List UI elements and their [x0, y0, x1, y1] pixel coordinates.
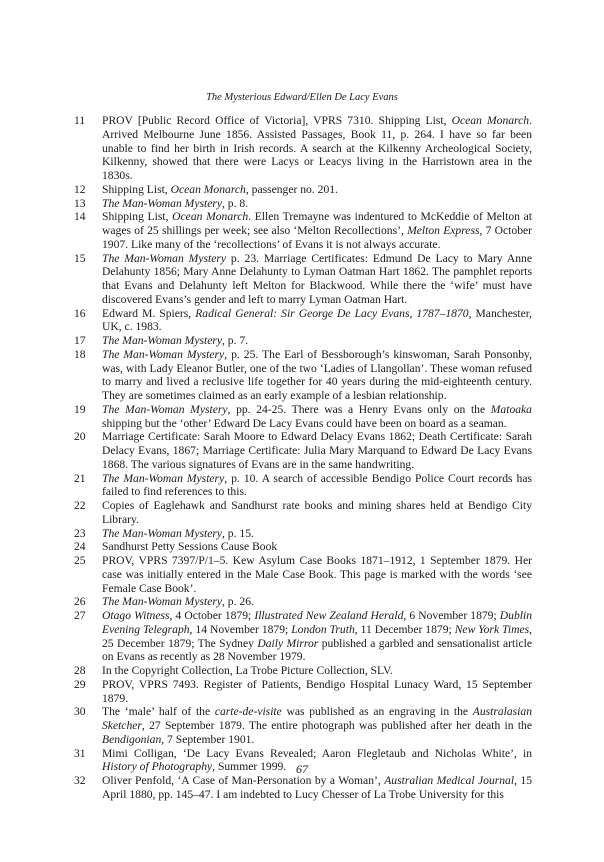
text-run: Marriage Certificate: Sarah Moore to Edward Delacy Evans 1862; Death Certificate: Sarah Delacy Evans, 1867; Marriage Certificate: Julia Mary Marquand to Edward De Lacy Evans 1868. The various signatures of Evans are in the same handwriting. [102, 430, 532, 471]
endnote-30 [70, 705, 532, 746]
endnote-22 [70, 499, 532, 527]
endnote-text [102, 403, 532, 431]
endnote-number: 32 [74, 774, 86, 787]
endnote-number: 29 [74, 677, 86, 691]
running-head: The Mysterious Edward/Ellen De Lacy Evans [206, 92, 398, 103]
italic-title: History of Photography [102, 760, 213, 774]
endnote-11 [70, 114, 532, 183]
endnote-15 [70, 252, 532, 307]
endnote-25 [70, 554, 532, 595]
endnote-number: 21 [74, 471, 86, 485]
italic-title: Daily Mirror [257, 636, 319, 650]
text-run: , Manchester, UK, c. 1983. [102, 306, 533, 334]
endnote-text [102, 210, 532, 251]
endnote-text [102, 609, 532, 664]
endnote-14 [70, 210, 532, 251]
italic-title: Bendigonian [102, 732, 162, 746]
endnote-17 [70, 334, 532, 348]
endnote-16 [70, 307, 532, 335]
italic-title: The Man-Woman Mystery [102, 595, 222, 609]
endnote-text [102, 678, 532, 706]
text-run: Copies of Eaglehawk and Sandhurst rate books and mining shares held at Bendigo City Library. [102, 499, 532, 526]
text-run: , 15 April 1880, pp. 145–47. I am indebted to Lucy Chesser of La Trobe University for this [102, 774, 533, 801]
italic-title: Ocean Monarch [451, 114, 530, 127]
text-run: Shipping List, [102, 182, 171, 196]
text-run: PROV, VPRS 7397/P/1–5. Kew Asylum Case Books 1871–1912, 1 September 1879. Her case was initially entered in the Male Case Book. This page is marked with the words ‘see Female Case Book’. [102, 554, 532, 595]
italic-title: carte-de-visite [214, 705, 282, 719]
italic-title: The Man-Woman Mystery [102, 334, 222, 347]
endnote-19 [70, 403, 532, 431]
endnote-number: 31 [74, 746, 86, 760]
italic-title: The Man-Woman Mystery [102, 251, 227, 265]
endnote-21 [70, 472, 532, 500]
text-run: , p. 15. [222, 526, 254, 540]
endnote-number: 20 [74, 430, 86, 444]
text-run: Mimi Colligan, ‘De Lacy Evans Revealed; Aaron Flegletaub and Nicholas White’, in [102, 746, 532, 760]
text-run: , Summer 1999. [212, 760, 287, 774]
text-run: Edward M. Spiers, [102, 306, 196, 320]
endnote-number: 17 [74, 334, 86, 347]
endnote-29 [70, 678, 532, 706]
italic-title: Australian Medical Journal [384, 774, 515, 787]
text-run: , 7 October 1907. Like many of the ‘recollections’ of Evans it is not always accurate. [102, 224, 533, 251]
endnote-text [102, 595, 532, 609]
text-run: , p. 8. [222, 196, 249, 210]
italic-title: Ocean Monarch [172, 210, 249, 224]
endnote-text [102, 183, 532, 197]
text-run: The ‘male’ half of the [102, 705, 215, 719]
endnote-text [102, 334, 532, 348]
endnote-number: 22 [74, 499, 86, 512]
text-run: , 14 November 1879; [189, 622, 292, 636]
text-run: . Arrived Melbourne June 1856. Assisted Passages, Book 11, p. 264. I have so far been unable to find her birth in Irish records. A search at the Kilkenny Archeological Society, Kilkenny, showed that there were Lacys or Leacys living in the Harristown area in the 1830s. [102, 114, 532, 182]
endnote-18 [70, 348, 532, 403]
endnotes-list [70, 114, 532, 802]
italic-title: Illustrated New Zealand Herald [254, 609, 404, 622]
italic-title: Dublin Evening Telegraph [102, 609, 532, 636]
text-run: was published as an engraving in the [281, 705, 473, 719]
text-run: , 4 October 1879; [169, 609, 255, 622]
endnote-20 [70, 430, 532, 471]
text-run: , 27 September 1879. The entire photograph was published after her death in the [141, 719, 532, 732]
text-run: , p. 10. A search of accessible Bendigo Police Court records has failed to find references to this. [102, 471, 532, 499]
text-run: Oliver Penfold, ‘A Case of Man-Personation by a Woman’, [102, 774, 385, 787]
endnote-27 [70, 609, 532, 664]
page-number: 67 [296, 762, 308, 776]
endnote-text [102, 499, 532, 527]
endnote-13 [70, 197, 532, 211]
endnote-number: 11 [74, 114, 86, 127]
endnote-number: 13 [74, 196, 86, 210]
italic-title: London Truth [291, 622, 355, 636]
endnote-text [102, 348, 532, 403]
italic-title: The Man-Woman Mystery [102, 347, 225, 361]
italic-title: Matoaka [490, 402, 532, 416]
endnote-24 [70, 540, 532, 554]
italic-title: The Man-Woman Mystery [102, 471, 225, 485]
text-run: PROV, VPRS 7493. Register of Patients, Bendigo Hospital Lunacy Ward, 15 September 1879. [102, 677, 532, 705]
endnote-26 [70, 595, 532, 609]
endnote-number: 18 [74, 347, 86, 361]
endnote-number: 12 [74, 182, 86, 196]
endnote-text [102, 252, 532, 307]
endnote-text [102, 527, 532, 541]
text-run: , passenger no. 201. [245, 182, 338, 196]
text-run: published a garbled and sensationalist article on Evans as recently as 28 November 1979. [102, 636, 533, 664]
endnote-number: 27 [74, 609, 86, 622]
endnote-number: 24 [74, 540, 86, 554]
text-run: , p. 25. The Earl of Bessborough’s kinswoman, Sarah Ponsonby, was, with Lady Eleanor Butler, one of the two ‘Ladies of Llangollan’. These woman refused to marry and lived a reclusive life together for 40 years during the mid-eighteenth century. They are sometimes claimed as an early example of a lesbian relationship. [102, 347, 532, 402]
italic-title: Otago Witness [102, 609, 170, 622]
text-run: , p. 26. [222, 595, 254, 609]
text-run: Sandhurst Petty Sessions Cause Book [102, 540, 278, 554]
endnote-text [102, 554, 532, 595]
endnote-number: 28 [74, 664, 86, 677]
endnote-text [102, 664, 532, 678]
endnote-text [102, 472, 532, 500]
text-run: , 7 September 1901. [161, 732, 255, 746]
endnote-text [102, 540, 532, 554]
italic-title: The Man-Woman Mystery [102, 196, 222, 210]
text-run: Shipping List, [102, 210, 173, 224]
endnote-text [102, 430, 532, 471]
endnote-number: 19 [74, 402, 86, 416]
italic-title: New York Times [454, 622, 530, 636]
text-run: , 6 November 1879; [403, 609, 500, 622]
italic-title: The Man-Woman Mystery [102, 402, 228, 416]
endnote-32 [70, 774, 532, 802]
endnote-number: 16 [74, 306, 86, 320]
italic-title: Radical General: Sir George De Lacy Evans, 1787–1870 [195, 306, 469, 320]
italic-title: The Man-Woman Mystery [102, 526, 222, 540]
endnote-23 [70, 527, 532, 541]
text-run: , 11 December 1879; [354, 622, 455, 636]
endnote-number: 26 [74, 595, 86, 609]
text-run: In the Copyright Collection, La Trobe Picture Collection, SLV. [102, 664, 393, 677]
endnote-28 [70, 664, 532, 678]
text-run: , p. 7. [222, 334, 249, 347]
text-run: PROV [Public Record Office of Victoria], VPRS 7310. Shipping List, [102, 114, 452, 127]
text-run: p. 23. Marriage Certificates: Edmund De Lacy to Mary Anne Delahunty 1856; Mary Anne Delahunty to Lyman Oatman Hart 1862. The pamphlet reports that Evans and Delahunty left Melton for Blackwood. While there the ‘wife’ must have discovered Evans’s gender and left to marry Lyman Oatman Hart. [102, 251, 532, 306]
endnote-text [102, 705, 532, 746]
endnote-number: 30 [74, 705, 86, 719]
text-run: , pp. 24-25. There was a Henry Evans only on the [227, 402, 491, 416]
text-run: , 25 December 1879; The Sydney [102, 622, 533, 650]
endnote-number: 15 [74, 251, 86, 265]
italic-title: Ocean Monarch [170, 182, 246, 196]
endnote-text [102, 114, 532, 183]
endnote-text [102, 197, 532, 211]
italic-title: Melton Express [407, 224, 480, 237]
text-run: shipping but the ‘other’ Edward De Lacy Evans could have been on board as a seaman. [102, 416, 507, 430]
italic-title: Australasian Sketcher [102, 705, 532, 732]
endnote-number: 14 [74, 210, 86, 224]
endnote-number: 25 [74, 554, 86, 567]
endnote-12 [70, 183, 532, 197]
endnote-text [102, 774, 532, 802]
endnote-number: 23 [74, 526, 86, 540]
endnote-text [102, 307, 532, 335]
text-run: . Ellen Tremayne was indentured to McKeddie of Melton at wages of 25 shillings per week; see also ‘Melton Recollections’, [102, 210, 532, 237]
